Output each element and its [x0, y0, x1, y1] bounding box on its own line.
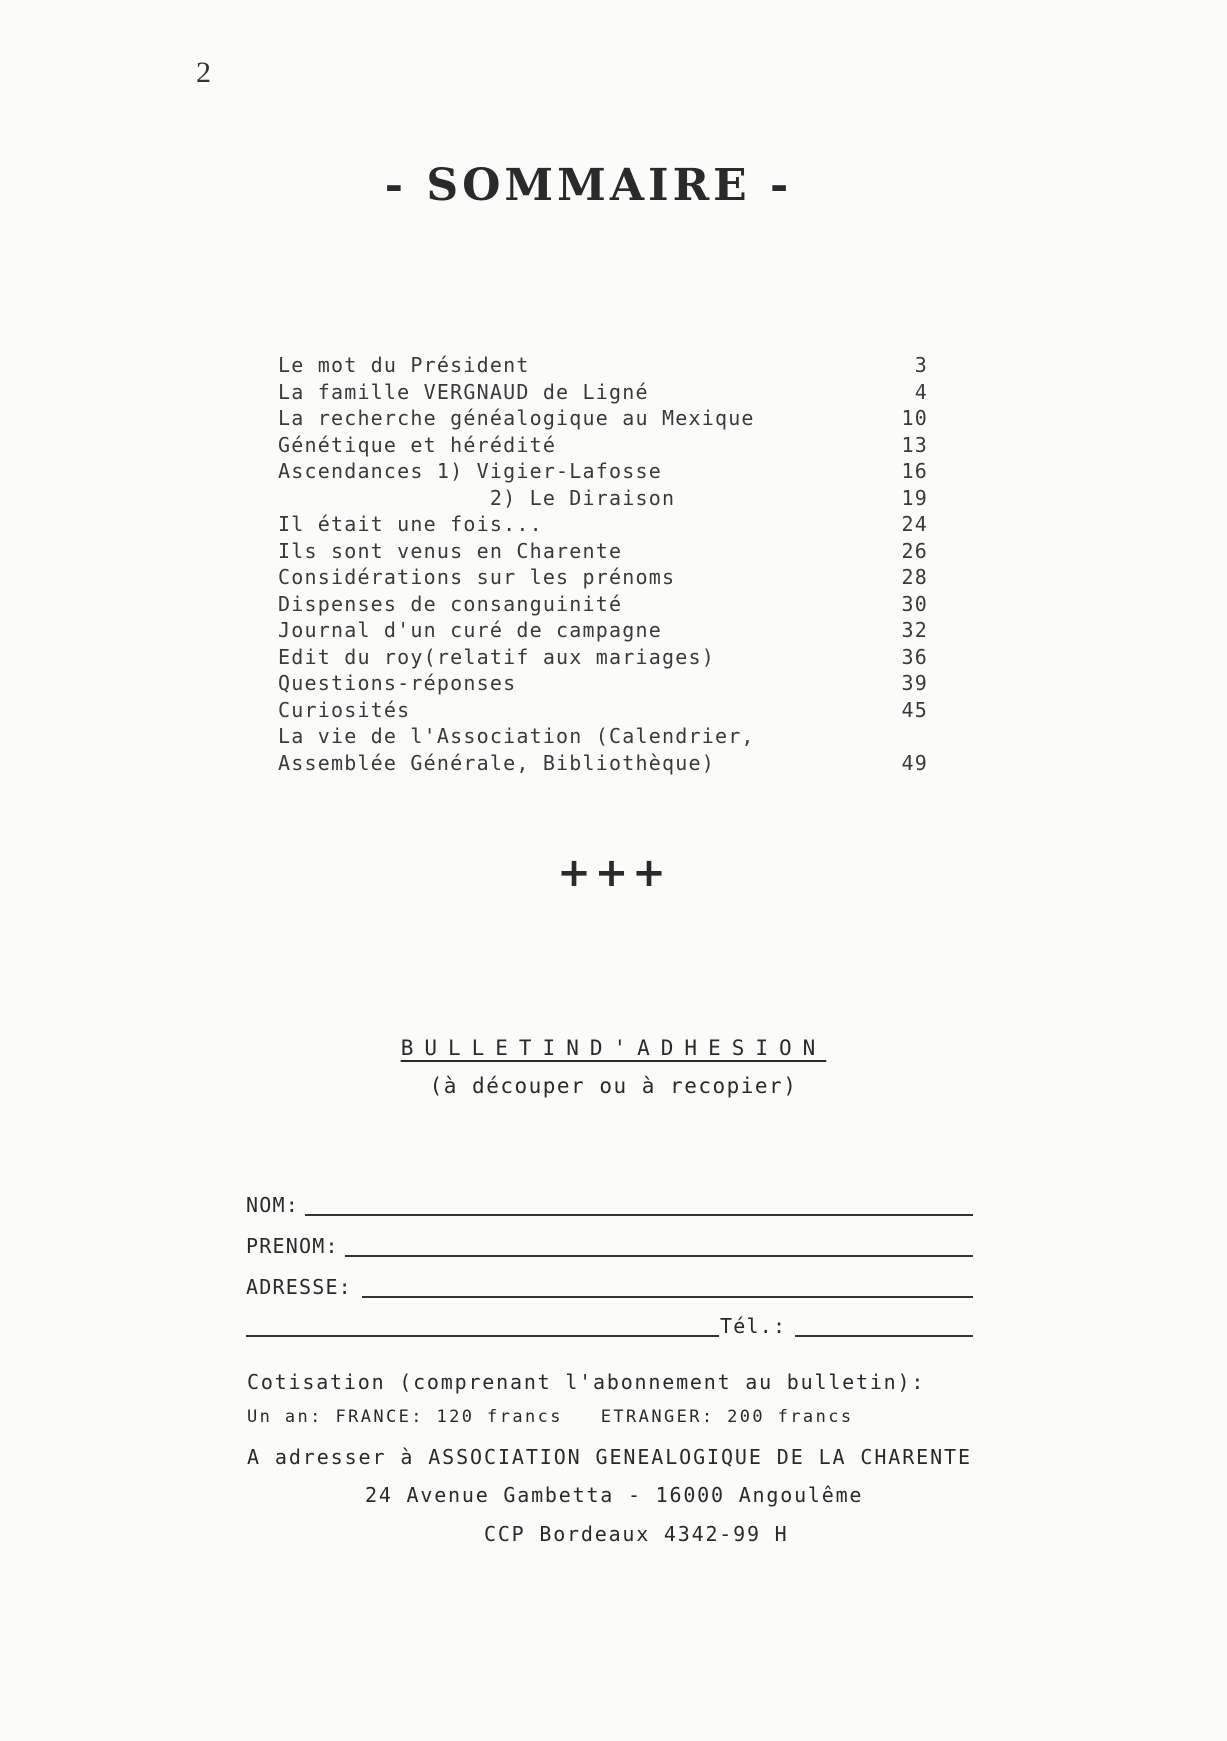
tel-label: Tél.:	[720, 1314, 787, 1338]
toc-entry	[278, 352, 928, 379]
toc-entry	[278, 538, 928, 565]
toc-entry	[278, 697, 928, 724]
toc-entry	[278, 511, 928, 538]
bulletin-heading-text: BULLETIND'ADHESION	[400, 1036, 827, 1060]
toc-page: 16	[901, 459, 928, 483]
page-number: 2	[196, 56, 211, 89]
toc-entry	[278, 644, 928, 671]
toc-label: La recherche généalogique au Mexique	[278, 406, 755, 430]
toc-page: 28	[901, 565, 928, 589]
nom-label: NOM:	[246, 1193, 299, 1217]
page-title: - SOMMAIRE -	[384, 160, 793, 211]
toc-page: 32	[901, 618, 928, 642]
toc-label: Assemblée Générale, Bibliothèque)	[278, 750, 715, 775]
toc-label: Ils sont venus en Charente	[278, 538, 623, 563]
bulletin-heading	[0, 1036, 1227, 1060]
toc-entry	[278, 485, 928, 512]
toc-label: Dispenses de consanguinité	[278, 591, 623, 616]
toc-entry	[278, 458, 928, 485]
toc-entry	[278, 750, 928, 777]
toc-entry	[278, 723, 928, 750]
toc-page: 39	[901, 671, 928, 695]
toc-page: 4	[914, 379, 928, 404]
toc-label: Questions-réponses	[278, 671, 517, 695]
table-of-contents	[278, 352, 928, 776]
toc-page: 45	[901, 697, 928, 722]
toc-page: 19	[901, 485, 928, 510]
toc-label: 2) Le Diraison	[278, 485, 676, 510]
toc-page: 24	[901, 512, 928, 536]
adresser-text: A adresser à ASSOCIATION GENEALOGIQUE DE LA CHARENTE	[247, 1445, 972, 1469]
adresse-label: ADRESSE:	[246, 1275, 352, 1299]
toc-label: Curiosités	[278, 697, 411, 722]
toc-entry	[278, 379, 928, 406]
cotisation-text: Cotisation (comprenant l'abonnement au bulletin):	[247, 1370, 926, 1394]
toc-label: Il était une fois...	[278, 512, 543, 536]
prenom-label: PRENOM:	[246, 1234, 339, 1258]
association-address: 24 Avenue Gambetta - 16000 Angoulême	[365, 1483, 864, 1507]
tarif-text: Un an: FRANCE: 120 francs ETRANGER: 200 francs	[247, 1407, 854, 1427]
tel-field-line[interactable]	[795, 1335, 973, 1337]
toc-label: Edit du roy(relatif aux mariages)	[278, 644, 715, 669]
toc-label: La famille VERGNAUD de Ligné	[278, 379, 649, 404]
toc-label: Génétique et hérédité	[278, 432, 557, 457]
toc-label: Considérations sur les prénoms	[278, 565, 676, 589]
toc-entry	[278, 432, 928, 459]
nom-field-line[interactable]	[305, 1214, 973, 1216]
toc-page: 26	[901, 538, 928, 563]
toc-page: 36	[901, 644, 928, 669]
ccp-text: CCP Bordeaux 4342-99 H	[484, 1522, 789, 1546]
toc-entry	[278, 617, 928, 644]
bulletin-subheading: (à découper ou à recopier)	[429, 1074, 798, 1098]
toc-label: Journal d'un curé de campagne	[278, 618, 662, 642]
adresse-field-line[interactable]	[362, 1296, 973, 1298]
toc-page: 3	[914, 353, 928, 377]
toc-entry	[278, 405, 928, 432]
toc-page: 13	[901, 432, 928, 457]
toc-page: 49	[901, 750, 928, 775]
toc-label: Le mot du Président	[278, 353, 530, 377]
toc-page: 30	[901, 591, 928, 616]
toc-entry	[278, 564, 928, 591]
prenom-field-line[interactable]	[345, 1255, 973, 1257]
toc-page: 10	[901, 406, 928, 430]
toc-entry	[278, 670, 928, 697]
toc-entry	[278, 591, 928, 618]
toc-label: La vie de l'Association (Calendrier,	[278, 724, 755, 748]
section-separator: +++	[557, 850, 670, 896]
toc-label: Ascendances 1) Vigier-Lafosse	[278, 459, 662, 483]
adresse-line-2[interactable]	[246, 1335, 719, 1337]
